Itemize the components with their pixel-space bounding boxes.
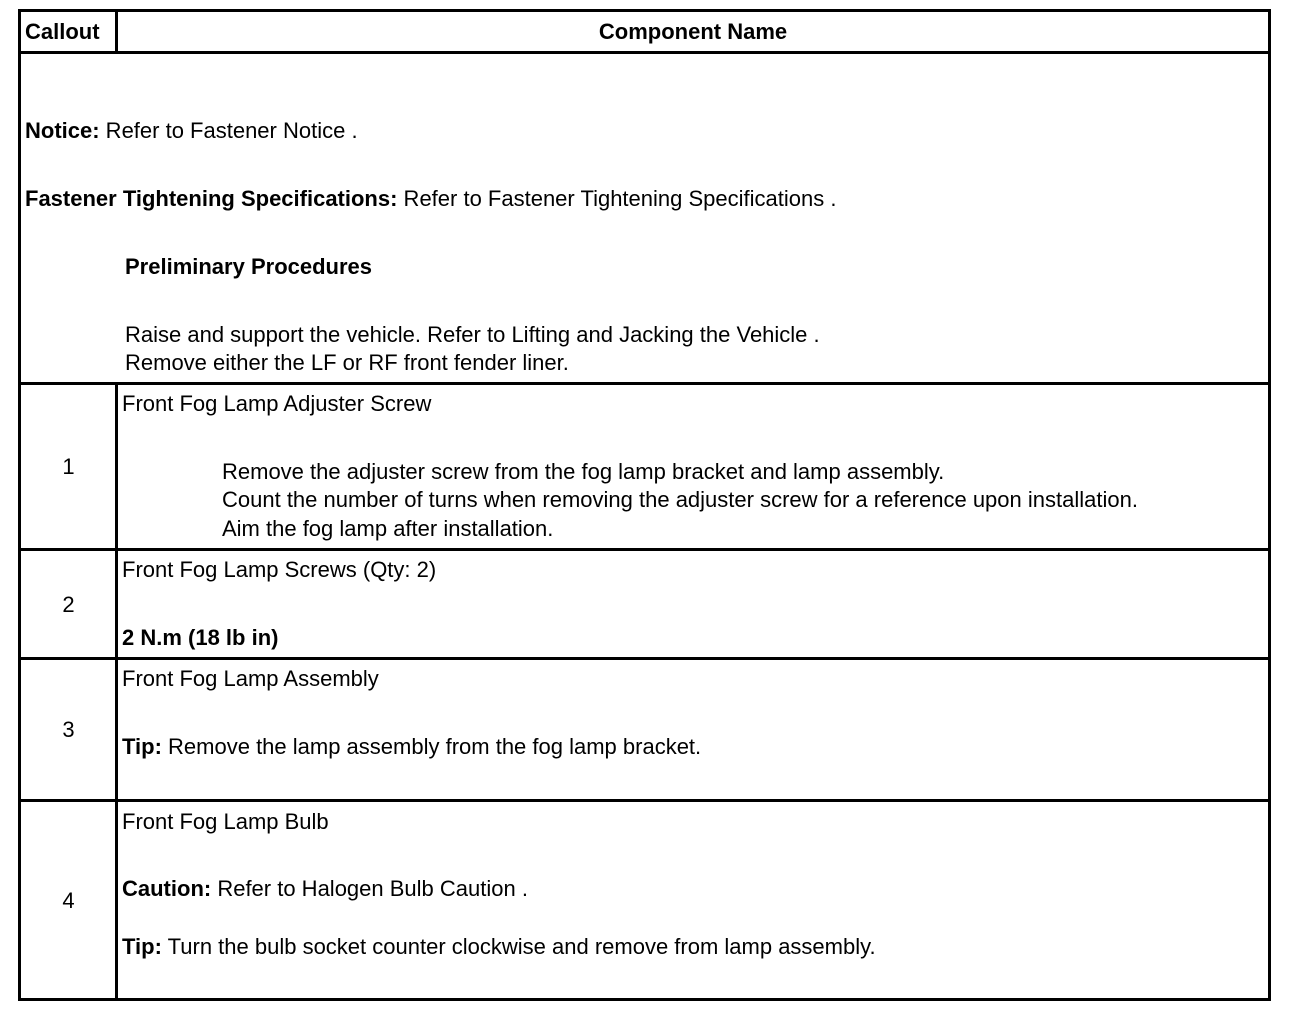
tip-text: Remove the lamp assembly from the fog lamp bracket. xyxy=(161,734,702,759)
callout-number: 1 xyxy=(62,454,75,479)
component-name: Front Fog Lamp Screws (Qty: 2) xyxy=(122,557,437,582)
header-callout: Callout xyxy=(25,19,100,44)
caution-label: Caution: xyxy=(122,876,212,901)
preliminary-step: Raise and support the vehicle. Refer to Lifting and Jacking the Vehicle . xyxy=(125,322,820,347)
notice-label: Notice: xyxy=(25,118,100,143)
component-table xyxy=(18,9,1271,1001)
spec-line xyxy=(25,185,836,213)
tip-line xyxy=(122,933,876,961)
header-divider xyxy=(21,51,1268,54)
tip-label: Tip: xyxy=(122,734,162,759)
component-name: Front Fog Lamp Assembly xyxy=(122,666,379,691)
notice-text: Refer to Fastener Notice . xyxy=(99,118,358,143)
tip-text: Turn the bulb socket counter clockwise and remove from lamp assembly. xyxy=(161,934,876,959)
header-component-name: Component Name xyxy=(598,19,788,44)
spec-text: Refer to Fastener Tightening Specifications . xyxy=(397,186,837,211)
row3-divider xyxy=(21,799,1268,802)
procedure-step: Remove the adjuster screw from the fog lamp bracket and lamp assembly. xyxy=(222,459,945,484)
preliminary-title: Preliminary Procedures xyxy=(125,254,373,279)
row2-divider xyxy=(21,657,1268,660)
callout-number: 4 xyxy=(62,888,75,913)
procedure-step: Count the number of turns when removing the adjuster screw for a reference upon installation. xyxy=(222,487,1138,512)
tip-label: Tip: xyxy=(122,934,162,959)
intro-divider xyxy=(21,382,1268,385)
component-name: Front Fog Lamp Bulb xyxy=(122,809,329,834)
caution-text: Refer to Halogen Bulb Caution . xyxy=(211,876,528,901)
caution-line xyxy=(122,875,528,903)
callout-number: 2 xyxy=(62,592,75,617)
callout-number: 3 xyxy=(62,717,75,742)
spec-label: Fastener Tightening Specifications: xyxy=(25,186,398,211)
row1-divider xyxy=(21,548,1268,551)
component-name: Front Fog Lamp Adjuster Screw xyxy=(122,391,432,416)
preliminary-step: Remove either the LF or RF front fender liner. xyxy=(125,350,569,375)
notice-line xyxy=(25,117,358,145)
torque-spec: 2 N.m (18 lb in) xyxy=(122,625,279,650)
procedure-step: Aim the fog lamp after installation. xyxy=(222,516,554,541)
tip-line xyxy=(122,733,701,761)
